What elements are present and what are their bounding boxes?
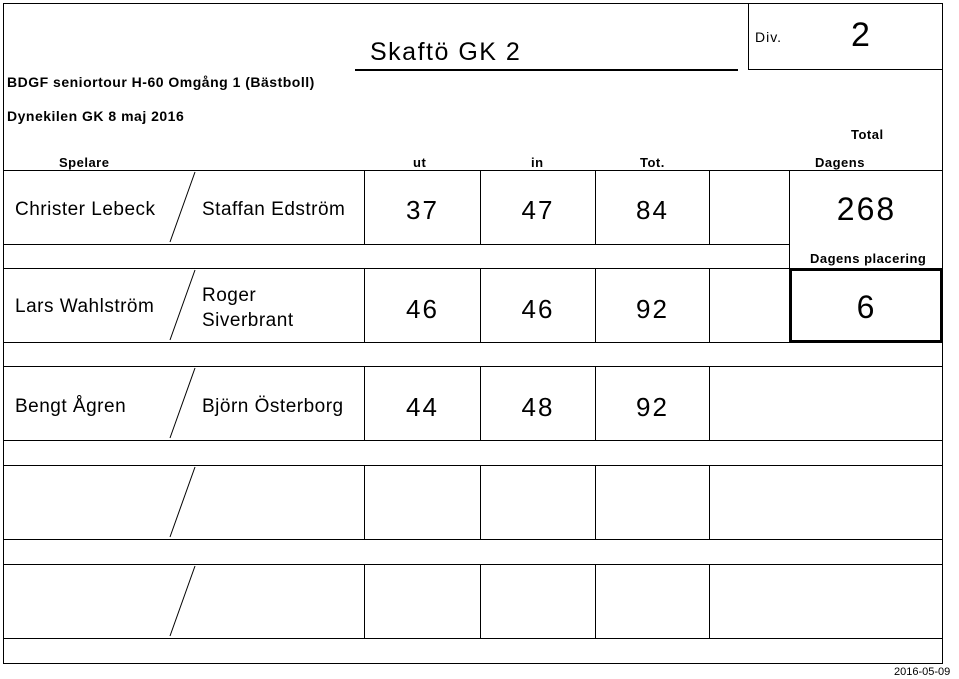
player-2a: Lars Wahlström	[15, 296, 155, 317]
slash-row-3	[170, 368, 195, 438]
score-3-ut: 44	[406, 392, 439, 422]
slash-row-4	[170, 467, 195, 537]
col-placering: Dagens placering	[810, 251, 927, 266]
score-3-in: 48	[521, 392, 555, 422]
col-total: Total	[851, 127, 884, 142]
player-3a: Bengt Ågren	[15, 396, 127, 417]
footer-date: 2016-05-09	[894, 666, 951, 678]
placering-value: 6	[856, 289, 877, 325]
score-1-in: 47	[521, 195, 555, 225]
score-2-tot: 92	[636, 294, 669, 324]
score-1-tot: 84	[636, 195, 669, 225]
player-1b: Staffan Edström	[202, 199, 346, 220]
player-3b: Björn Österborg	[202, 396, 344, 417]
player-2b-first: Roger	[202, 285, 257, 306]
slash-row-5	[170, 566, 195, 636]
team-name: Skaftö GK 2	[370, 38, 522, 66]
dagens-total: 268	[836, 191, 897, 227]
score-2-in: 46	[521, 294, 555, 324]
venue-date: Dynekilen GK 8 maj 2016	[7, 108, 185, 124]
col-ut: ut	[413, 155, 427, 170]
col-tot: Tot.	[640, 155, 665, 170]
score-1-ut: 37	[406, 195, 439, 225]
col-in: in	[531, 155, 544, 170]
div-label: Div.	[755, 29, 783, 45]
player-2b-last: Siverbrant	[202, 310, 294, 331]
player-1a: Christer Lebeck	[15, 199, 156, 220]
tour-title: BDGF seniortour H-60 Omgång 1 (Bästboll)	[7, 74, 315, 90]
score-3-tot: 92	[636, 392, 669, 422]
score-2-ut: 46	[406, 294, 439, 324]
slash-row-2	[170, 270, 195, 340]
col-spelare: Spelare	[59, 155, 110, 170]
col-dagens: Dagens	[815, 155, 865, 170]
slash-row-1	[170, 172, 195, 242]
div-value: 2	[851, 16, 870, 54]
